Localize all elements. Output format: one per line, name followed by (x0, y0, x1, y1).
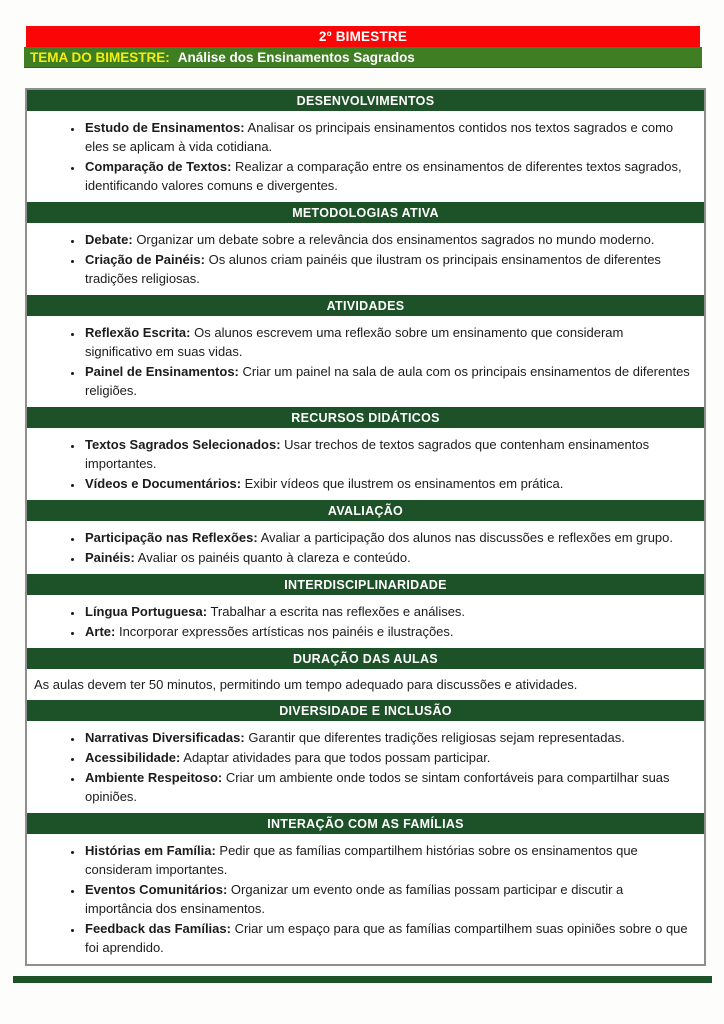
item-text: Organizar um evento onde as famílias possam participar e discutir a importância dos ensinamentos. (85, 882, 624, 916)
list-item (83, 919, 694, 957)
list-item (83, 548, 694, 567)
item-text: Criar um ambiente onde todos se sintam confortáveis para compartilhar suas opiniões. (85, 770, 670, 804)
section (27, 90, 704, 195)
item-label: Estudo de Ensinamentos: (85, 120, 245, 135)
item-label: Ambiente Respeitoso: (85, 770, 223, 785)
item-text: Avaliar a participação dos alunos nas discussões e reflexões em grupo. (260, 530, 673, 545)
section-paragraph: As aulas devem ter 50 minutos, permitindo um tempo adequado para discussões e atividades. (34, 677, 578, 692)
item-text: Realizar a comparação entre os ensinamentos de diferentes textos sagrados, identificando valores comuns e divergentes. (85, 159, 682, 193)
item-text: Adaptar atividades para que todos possam participar. (183, 750, 491, 765)
section (27, 648, 704, 700)
theme-bar (24, 47, 702, 68)
item-label: Participação nas Reflexões: (85, 530, 258, 545)
section-title: METODOLOGIAS ATIVA (292, 206, 439, 220)
list-item (83, 435, 694, 473)
item-text: Criar um painel na sala de aula com os principais ensinamentos de diferentes religiões. (85, 364, 690, 398)
item-text: Os alunos criam painéis que ilustram os principais ensinamentos de diferentes tradições religiosas. (85, 252, 661, 286)
list-item (83, 474, 694, 493)
item-text: Pedir que as famílias compartilhem histórias sobre os ensinamentos que consideram importantes. (85, 843, 638, 877)
section-list (27, 435, 704, 493)
section-header (27, 202, 704, 223)
section (27, 407, 704, 493)
section-title: INTERAÇÃO COM AS FAMÍLIAS (267, 817, 464, 831)
section (27, 202, 704, 288)
item-label: Acessibilidade: (85, 750, 181, 765)
section (27, 700, 704, 806)
section-header (27, 407, 704, 428)
footer-bar (13, 976, 712, 983)
content-box (25, 88, 706, 966)
item-label: Debate: (85, 232, 133, 247)
list-item (83, 323, 694, 361)
section-list (27, 118, 704, 195)
item-text: Organizar um debate sobre a relevância dos ensinamentos sagrados no mundo moderno. (136, 232, 655, 247)
list-item (83, 768, 694, 806)
item-label: Painel de Ensinamentos: (85, 364, 239, 379)
section-list (27, 728, 704, 806)
section-title: DIVERSIDADE E INCLUSÃO (279, 704, 452, 718)
item-text: Os alunos escrevem uma reflexão sobre um ensinamento que consideram significativo em suas vidas. (85, 325, 624, 359)
list-item (83, 602, 694, 621)
item-label: Comparação de Textos: (85, 159, 232, 174)
item-text: Exibir vídeos que ilustrem os ensinamentos em prática. (244, 476, 564, 491)
list-item (83, 622, 694, 641)
item-label: Textos Sagrados Selecionados: (85, 437, 281, 452)
list-item (83, 728, 694, 747)
section-title: DESENVOLVIMENTOS (296, 94, 435, 108)
bimestre-bar (26, 26, 700, 47)
section-list (27, 602, 704, 641)
item-text: Avaliar os painéis quanto à clareza e conteúdo. (137, 550, 411, 565)
section-title: INTERDISCIPLINARIDADE (284, 578, 447, 592)
section-list (27, 230, 704, 288)
section (27, 574, 704, 641)
list-item (83, 528, 694, 547)
list-item (83, 250, 694, 288)
item-label: Histórias em Família: (85, 843, 216, 858)
section-title: DURAÇÃO DAS AULAS (293, 652, 438, 666)
theme-value: Análise dos Ensinamentos Sagrados (177, 50, 415, 65)
section-header (27, 574, 704, 595)
bimestre-title: 2º BIMESTRE (318, 29, 408, 44)
item-text: Incorporar expressões artísticas nos painéis e ilustrações. (118, 624, 454, 639)
section-header (27, 295, 704, 316)
section-list (27, 323, 704, 400)
item-label: Arte: (85, 624, 116, 639)
list-item (83, 362, 694, 400)
section (27, 500, 704, 567)
item-label: Painéis: (85, 550, 135, 565)
item-text: Garantir que diferentes tradições religiosas sejam representadas. (248, 730, 625, 745)
item-label: Narrativas Diversificadas: (85, 730, 245, 745)
section-list (27, 528, 704, 567)
section-header (27, 813, 704, 834)
item-label: Eventos Comunitários: (85, 882, 228, 897)
section-header (27, 500, 704, 521)
list-item (83, 157, 694, 195)
item-text: Usar trechos de textos sagrados que contenham ensinamentos importantes. (85, 437, 650, 471)
item-label: Reflexão Escrita: (85, 325, 191, 340)
sections-container (27, 90, 704, 957)
section (27, 813, 704, 957)
section-header (27, 90, 704, 111)
section-title: ATIVIDADES (326, 299, 405, 313)
item-label: Feedback das Famílias: (85, 921, 231, 936)
list-item (83, 748, 694, 767)
theme-label: TEMA DO BIMESTRE: (30, 50, 170, 65)
section-header (27, 648, 704, 669)
section-title: AVALIAÇÃO (327, 504, 404, 518)
item-text: Analisar os principais ensinamentos contidos nos textos sagrados e como eles se aplicam à vida cotidiana. (85, 120, 674, 154)
section-title: RECURSOS DIDÁTICOS (291, 411, 440, 425)
section-header (27, 700, 704, 721)
list-item (83, 880, 694, 918)
item-label: Língua Portuguesa: (85, 604, 208, 619)
item-text: Trabalhar a escrita nas reflexões e análises. (210, 604, 466, 619)
list-item (83, 118, 694, 156)
item-text: Criar um espaço para que as famílias compartilhem suas opiniões sobre o que foi aprendido. (85, 921, 688, 955)
item-label: Vídeos e Documentários: (85, 476, 242, 491)
section-list (27, 841, 704, 957)
list-item (83, 230, 694, 249)
list-item (83, 841, 694, 879)
section (27, 295, 704, 400)
item-label: Criação de Painéis: (85, 252, 205, 267)
